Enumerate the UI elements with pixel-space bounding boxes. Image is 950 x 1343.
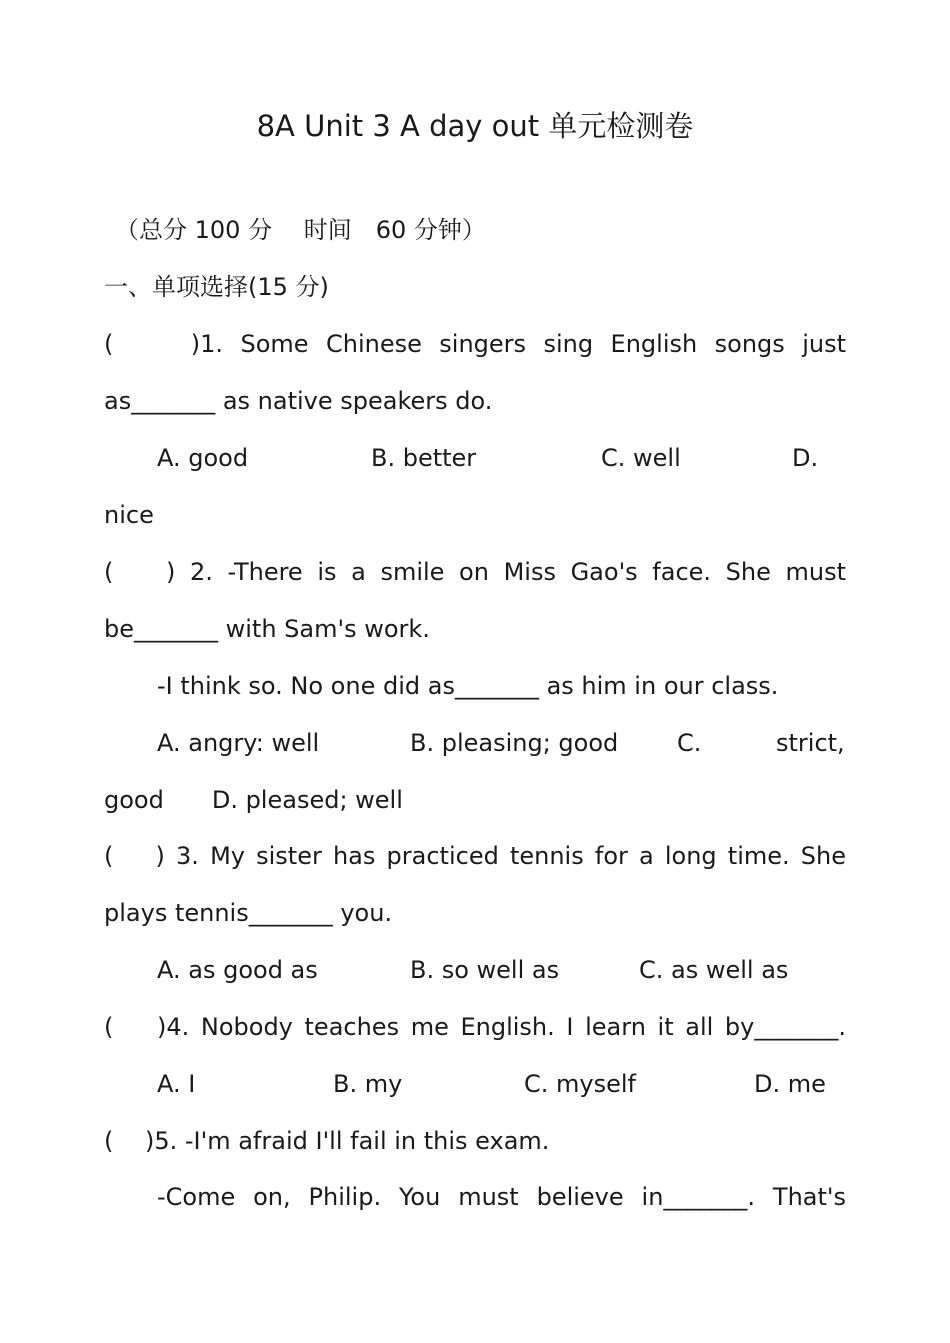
question-4-option-b: B. my	[333, 1070, 403, 1098]
question-2-options-wrap: good D. pleased; well	[104, 786, 403, 814]
score-time-info: （总分 100 分 时间 60 分钟）	[115, 216, 486, 244]
question-2-line-1: ( ) 2. -There is a smile on Miss Gao's face. She must	[104, 558, 846, 586]
question-4-line-1: ( )4. Nobody teaches me English. I learn it all by_______.	[104, 1013, 846, 1041]
question-1-option-d-wrap: nice	[104, 501, 154, 529]
question-3-option-b: B. so well as	[410, 956, 560, 984]
question-4-option-c: C. myself	[524, 1070, 636, 1098]
question-5-line-1: ( )5. -I'm afraid I'll fail in this exam.	[104, 1127, 550, 1155]
question-2-option-b: B. pleasing; good	[410, 729, 619, 757]
question-3-option-c: C. as well as	[639, 956, 789, 984]
question-3-option-a: A. as good as	[157, 956, 318, 984]
question-2-line-2: be_______ with Sam's work.	[104, 615, 430, 643]
question-2-option-c-text: strict,	[776, 729, 845, 757]
question-1-option-d: D.	[792, 444, 819, 472]
question-2-line-3: -I think so. No one did as_______ as him in our class.	[157, 672, 779, 700]
question-1-option-a: A. good	[157, 444, 249, 472]
section-heading: 一、单项选择(15 分)	[104, 273, 329, 301]
question-1-option-b: B. better	[371, 444, 477, 472]
question-2-option-a: A. angry: well	[157, 729, 320, 757]
question-1-line-1: ( )1. Some Chinese singers sing English songs just	[104, 330, 846, 358]
question-2-option-c: C.	[677, 729, 702, 757]
question-5-line-2: -Come on, Philip. You must believe in_______. That's	[157, 1183, 846, 1211]
question-4-option-d: D. me	[754, 1070, 826, 1098]
question-3-line-1: ( ) 3. My sister has practiced tennis for a long time. She	[104, 842, 846, 870]
question-1-line-2: as_______ as native speakers do.	[104, 387, 493, 415]
question-4-option-a: A. I	[157, 1070, 196, 1098]
question-1-option-c: C. well	[601, 444, 681, 472]
page-title: 8A Unit 3 A day out 单元检测卷	[256, 109, 694, 143]
question-3-line-2: plays tennis_______ you.	[104, 899, 393, 927]
